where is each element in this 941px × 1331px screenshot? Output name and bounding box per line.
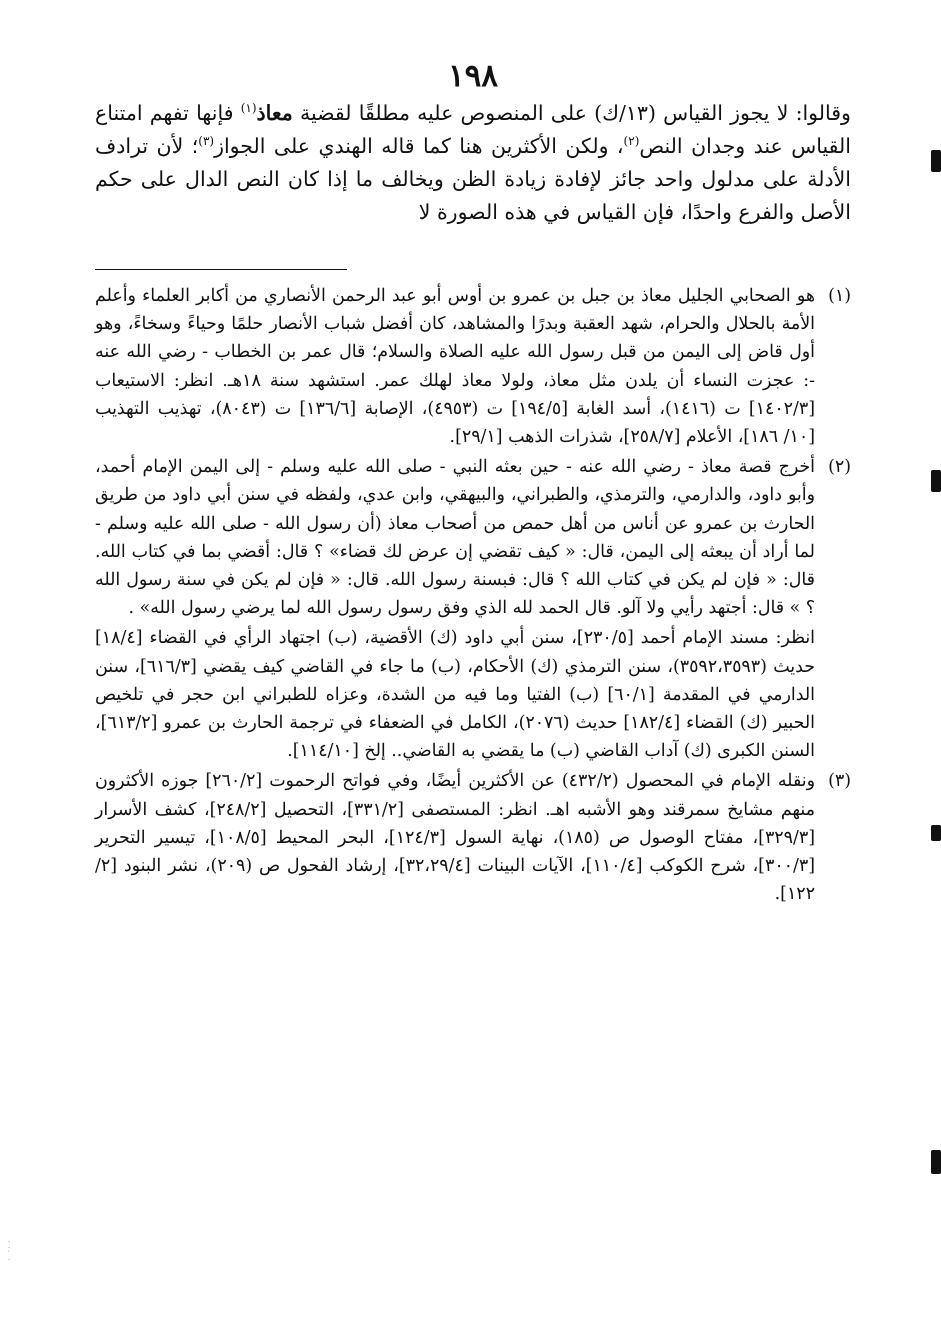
footnote-ref-1[interactable]: (١) [240, 101, 257, 116]
footnote-1 [95, 282, 851, 451]
main-text-part-4: ، ولكن الأكثرين هنا كما قاله الهندي على الجواز [214, 134, 624, 158]
scan-mark-1 [931, 150, 941, 172]
footnote-paragraph: أخرج قصة معاذ - رضي الله عنه - حين بعثه النبي - صلى الله عليه وسلم - إلى اليمن الإمام أحمد، وأبو داود، والدارمي، والترمذي، والطبراني، والبيهقي، وابن عدي، ولفظه في سنن أبي داود من طريق الحارث بن عمرو عن أناس من أهل حمص من أصحاب معاذ (أن رسول الله - صلى الله عليه وسلم - لما أراد أن يبعثه إلى اليمن، قال: « كيف تقضي إن عرض لك قضاء» ؟ قال: أقضي بما في كتاب الله. قال: « فإن لم يكن في كتاب الله ؟ قال: فبسنة رسول الله. قال: « فإن لم يكن في سنة رسول الله ؟ » قال: أجتهد رأيي ولا آلو. قال الحمد لله الذي وفق رسول رسول الله لما يرضي رسول الله» . [95, 457, 815, 619]
scan-mark-3 [931, 825, 941, 841]
footnote-ref-3[interactable]: (٣) [198, 134, 215, 149]
footnote-separator [95, 269, 347, 270]
footnote-number: (٢) [828, 457, 851, 478]
document-page [95, 55, 851, 910]
footnote-2 [95, 453, 851, 765]
footnote-ref-2[interactable]: (٢) [623, 134, 640, 149]
scan-speck: · · ˙ · [7, 1239, 10, 1264]
main-text [95, 97, 851, 229]
main-text-part-5: ؛ لأن ترادف الأدلة على مدلول واحد جائز لإفادة زيادة الظن ويخالف ما إذا كان النص الدال على حكم الأصل والفرع واحدًا، فإن القياس في هذه الصورة لا [95, 134, 851, 224]
scan-mark-4 [931, 1150, 941, 1174]
footnote-number: (١) [828, 286, 851, 306]
page-number: ١٩٨ [448, 58, 498, 94]
footnote-paragraph: انظر: مسند الإمام أحمد [٢٣٠/٥]، سنن أبي داود (ك) الأقضية، (ب) اجتهاد الرأي في القضاء [١٨/٤] حديث (٣٥٩٢،٣٥٩٣)، سنن الترمذي (ك) الأحكام، (ب) ما جاء في القاضي كيف يقضي [٦١٦/٣]، سنن الدارمي في المقدمة [٦٠/١] (ب) الفتيا وما فيه من الشدة، وعزاه للطبراني ابن حجر في تلخيص الحبير (ك) القضاء [١٨٢/٤] حديث (٢٠٧٦)، الكامل في الضعفاء في ترجمة الحارث بن عمرو [٦١٣/٢]، السنن الكبرى (ك) آداب القاضي (ب) ما يقضي به القاضي.. إلخ [١١٤/١٠]. [95, 628, 816, 762]
main-text-muadh: معاذ [256, 101, 293, 125]
footnote-3 [95, 767, 851, 908]
main-text-part-1: وقالوا: لا يجوز القياس (١٣/ك) على المنصوص عليه مطلقًا لقضية [299, 101, 851, 125]
main-text-part-3: فإنها تفهم امتناع القياس عند وجدان النص [95, 101, 851, 158]
footnotes [95, 282, 851, 908]
footnote-paragraph: هو الصحابي الجليل معاذ بن جبل بن عمرو بن أوس أبو عبد الرحمن الأنصاري من أكابر العلماء وأعلم الأمة بالحلال والحرام، شهد العقبة وبدرًا والمشاهد، كان أفضل شباب الأنصار حلمًا وحياءً وسخاءً، وهو أول قاض إلى اليمن من قبل رسول الله عليه الصلاة والسلام؛ قال عمر بن الخطاب - رضي الله عنه -: عجزت النساء أن يلدن مثل معاذ، ولولا معاذ لهلك عمر. استشهد سنة ١٨هـ. انظر: الاستيعاب [١٤٠٢/٣] ت (١٤١٦)، أسد الغابة [١٩٤/٥] ت (٤٩٥٣)، الإصابة [١٣٦/٦] ت (٨٠٤٣)، تهذيب التهذيب [١٠/ ١٨٦]، الأعلام [٢٥٨/٧]، شذرات الذهب [٢٩/١]. [95, 286, 816, 448]
footnote-number: (٣) [828, 771, 851, 792]
scan-mark-2 [931, 470, 941, 492]
footnote-paragraph: ونقله الإمام في المحصول (٤٣٢/٢) عن الأكثرين أيضًا، وفي فواتح الرحموت [٢٦٠/٢] جوزه الأكثرون منهم مشايخ سمرقند وهو الأشبه اهـ. انظر: المستصفى [٣٣١/٢]، التحصيل [٢٤٨/٢]، كشف الأسرار [٣٢٩/٣]، مفتاح الوصول ص (١٨٥)، نهاية السول [١٢٤/٣]، البحر المحيط [١٠٨/٥]، تيسير التحرير [٣٠٠/٣]، شرح الكوكب [١١٠/٤]، الآيات البينات [٣٢،٢٩/٤]، إرشاد الفحول ص (٢٠٩)، نشر البنود [٢/ ١٢٢]. [95, 771, 816, 905]
